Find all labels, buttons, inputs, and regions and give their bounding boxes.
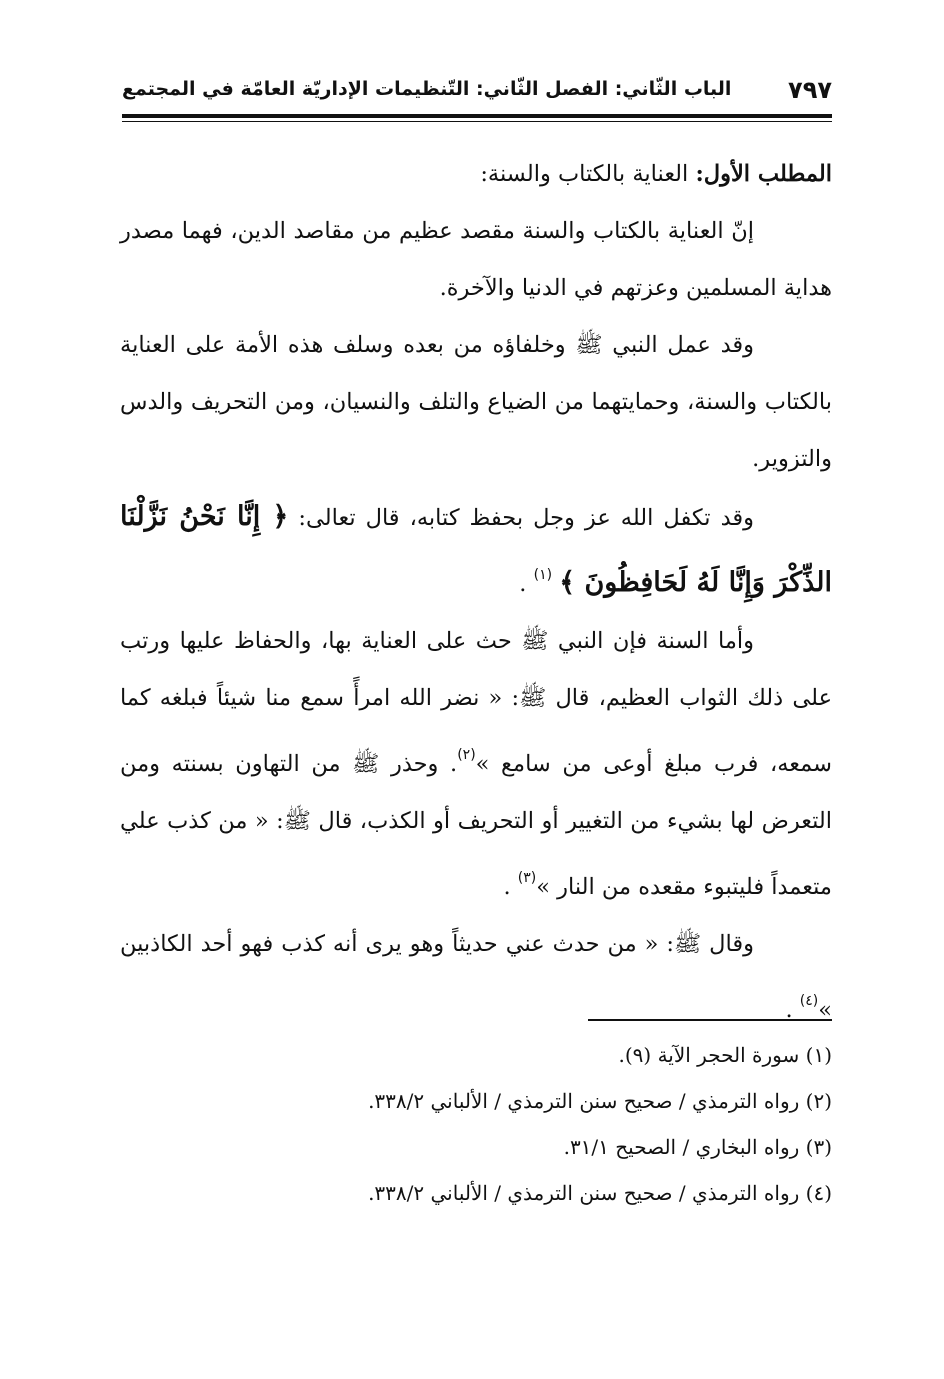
paragraph-4 — [120, 613, 832, 916]
footnote-1: (١) سورة الحجر الآية (٩). — [618, 1043, 832, 1067]
quran-verse: ﴿ إِنَّا نَحْنُ نَزَّلْنَا الذِّكْرَ وَإِنَّا لَهُ لَحَافِظُونَ ﴾ — [120, 501, 832, 598]
paragraph-4-part-a: وأما السنة فإن النبي ﷺ حث على العناية بها، والحفاظ عليها ورتب على ذلك الثواب العظيم، قال ﷺ: « نضر الله امرأً سمع منا شيئاً فبلغه كما سمعه، فرب مبلغ أوعى من سامع » — [120, 628, 832, 777]
footnote-2: (٢) رواه الترمذي / صحيح سنن الترمذي / الألباني ٣٣٨/٢. — [368, 1089, 832, 1113]
footnote-4: (٤) رواه الترمذي / صحيح سنن الترمذي / الألباني ٣٣٨/٢. — [368, 1181, 832, 1205]
paragraph-4-part-b: . وحذر ﷺ من التهاون بسنته ومن التعرض لها بشيء من التغيير أو التحريف أو الكذب، قال ﷺ: « من كذب علي متعمداً فليتبوء مقعده من النار » — [120, 751, 832, 900]
footnote-separator — [588, 1019, 832, 1021]
header-rule — [122, 114, 832, 118]
paragraph-1: إنّ العناية بالكتاب والسنة مقصد عظيم من مقاصد الدين، فهما مصدر هداية المسلمين وعزتهم في الدنيا والآخرة. — [120, 218, 832, 301]
footnote-ref-2: (٢) — [457, 747, 476, 763]
page-number: ٧٩٧ — [788, 76, 832, 104]
page-header — [122, 74, 832, 110]
footnote-ref-1: (١) — [533, 567, 553, 583]
paragraph-3 — [120, 488, 832, 613]
paragraph-3-intro: وقد تكفل الله عز وجل بحفظ كتابه، قال تعالى: — [298, 505, 754, 531]
section-heading-rest: العناية بالكتاب والسنة: — [480, 161, 696, 187]
section-heading: المطلب الأول: — [695, 161, 832, 187]
paragraph-2: وقد عمل النبي ﷺ وخلفاؤه من بعده وسلف هذه الأمة على العناية بالكتاب والسنة، وحمايتهما من الضياع والتلف والنسيان، ومن التحريف والدس والتزوير. — [120, 332, 832, 472]
period-1: . — [519, 571, 527, 597]
footnotes — [120, 1032, 832, 1216]
running-title: الباب الثّاني: الفصل الثّاني: التّنظيمات الإداريّة العامّة في المجتمع — [122, 78, 732, 100]
paragraph-5-text: وقال ﷺ: « من حدث عني حديثاً وهو يرى أنه كذب فهو أحد الكاذبين » — [120, 931, 832, 1023]
footnote-ref-3: (٣) — [517, 870, 537, 886]
footnote-ref-4: (٤) — [799, 993, 819, 1009]
section-heading-paragraph — [120, 146, 832, 203]
footnote-3: (٣) رواه البخاري / الصحيح ٣١/١. — [563, 1135, 832, 1159]
body-text — [120, 146, 832, 1039]
period-3: . — [785, 997, 793, 1023]
period-2: . — [503, 874, 511, 900]
header-rule-thin — [122, 121, 832, 122]
